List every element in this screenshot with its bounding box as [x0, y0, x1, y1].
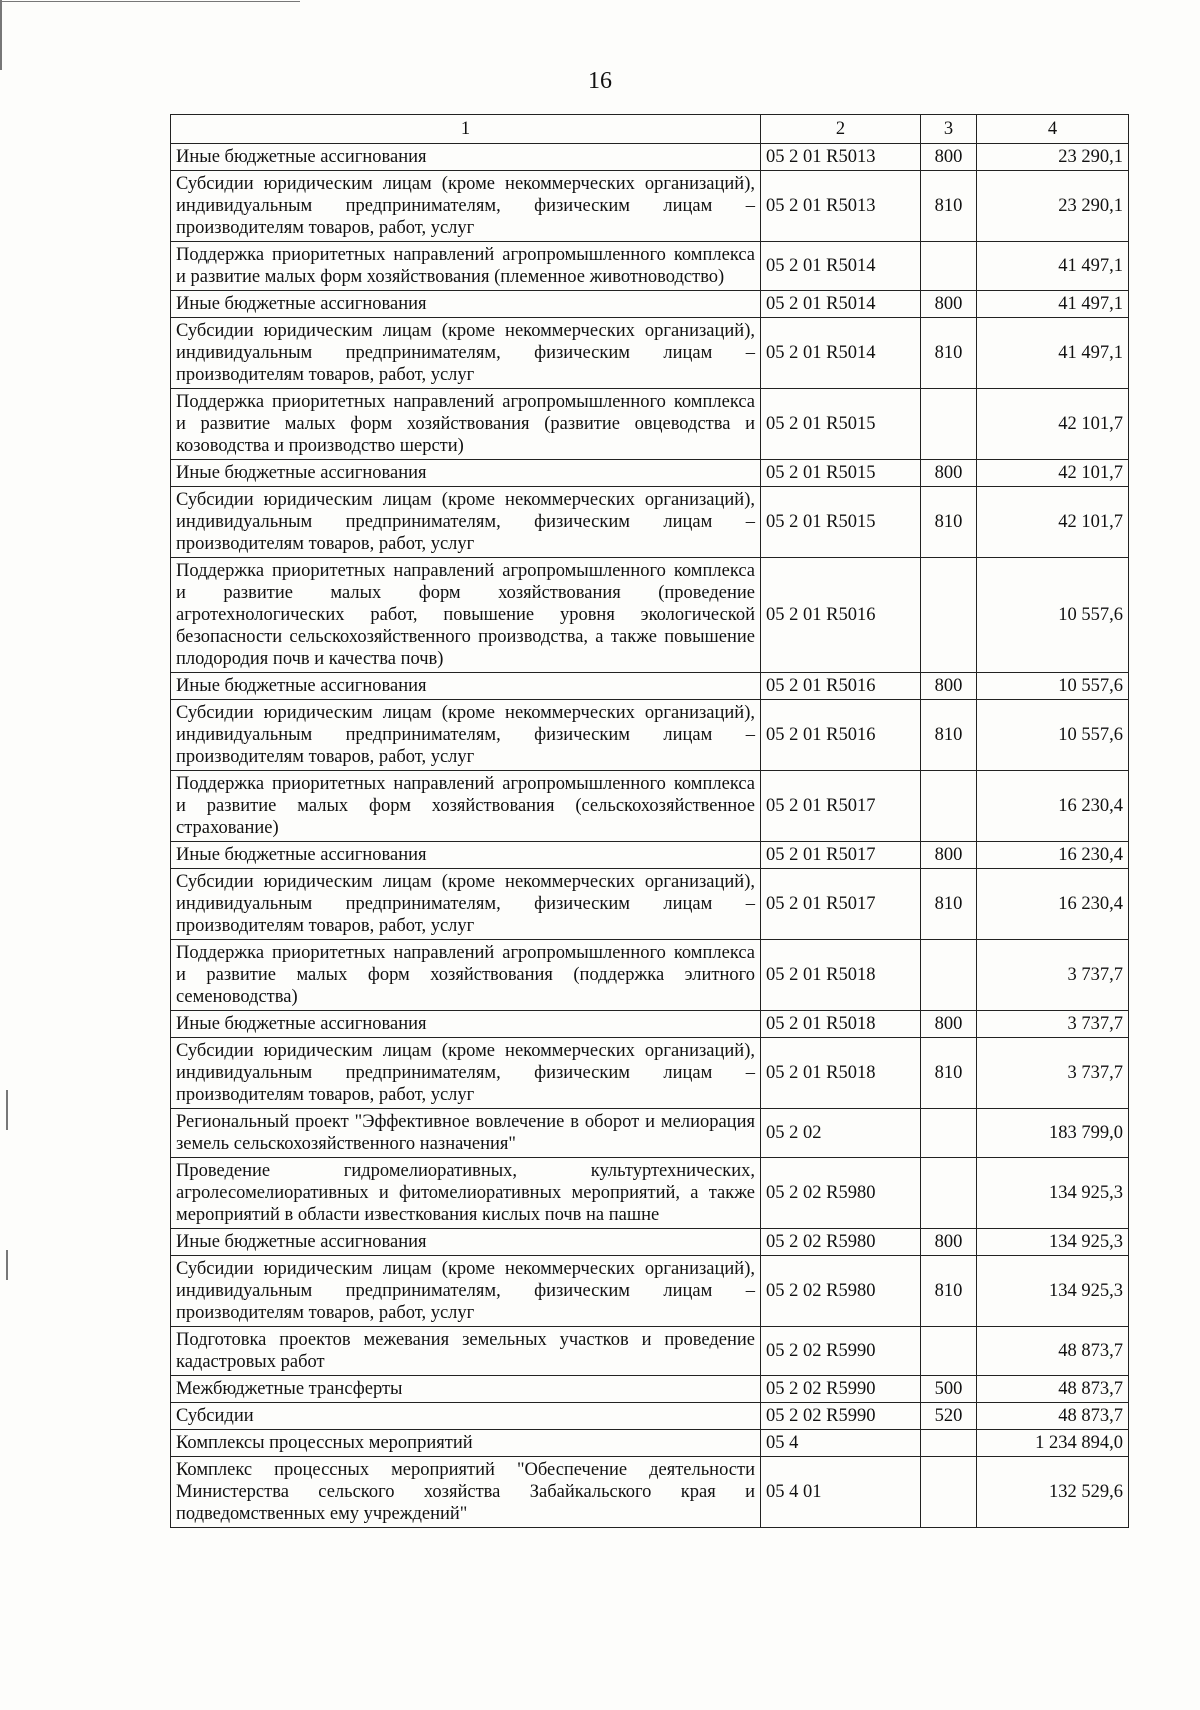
- row-code-cell: 05 2 01 R5016: [761, 700, 921, 771]
- row-amount-cell: 23 290,1: [977, 144, 1129, 171]
- row-code-cell: 05 2 01 R5018: [761, 1011, 921, 1038]
- row-name-cell: Субсидии юридическим лицам (кроме некоммерческих организаций), индивидуальным предпринимателям, физическим лицам – производителям товаров, работ, услуг: [171, 869, 761, 940]
- row-code-cell: 05 2 01 R5016: [761, 673, 921, 700]
- row-type-cell: [921, 940, 977, 1011]
- row-amount-cell: 16 230,4: [977, 842, 1129, 869]
- row-amount-cell: 132 529,6: [977, 1457, 1129, 1528]
- table-row: [171, 1229, 1129, 1256]
- row-code-cell: 05 2 02 R5980: [761, 1229, 921, 1256]
- table-row: [171, 673, 1129, 700]
- row-amount-cell: 41 497,1: [977, 318, 1129, 389]
- row-type-cell: 810: [921, 1256, 977, 1327]
- table-body: [171, 144, 1129, 1528]
- row-amount-cell: 16 230,4: [977, 869, 1129, 940]
- row-amount-cell: 16 230,4: [977, 771, 1129, 842]
- row-code-cell: 05 2 01 R5014: [761, 318, 921, 389]
- scan-edge-mark: [0, 1, 300, 2]
- row-type-cell: [921, 1109, 977, 1158]
- row-code-cell: 05 2 02 R5990: [761, 1327, 921, 1376]
- row-code-cell: 05 2 02 R5990: [761, 1376, 921, 1403]
- row-amount-cell: 3 737,7: [977, 1011, 1129, 1038]
- row-type-cell: [921, 771, 977, 842]
- row-name-cell: Иные бюджетные ассигнования: [171, 673, 761, 700]
- row-name-cell: Субсидии юридическим лицам (кроме некоммерческих организаций), индивидуальным предпринимателям, физическим лицам – производителям товаров, работ, услуг: [171, 1038, 761, 1109]
- row-type-cell: [921, 558, 977, 673]
- row-amount-cell: 42 101,7: [977, 487, 1129, 558]
- row-amount-cell: 41 497,1: [977, 242, 1129, 291]
- table-row: [171, 842, 1129, 869]
- table-row: [171, 318, 1129, 389]
- row-type-cell: 800: [921, 673, 977, 700]
- row-name-cell: Иные бюджетные ассигнования: [171, 291, 761, 318]
- row-name-cell: Поддержка приоритетных направлений агропромышленного комплекса и развитие малых форм хозяйствования (поддержка элитного семеноводства): [171, 940, 761, 1011]
- row-code-cell: 05 2 01 R5015: [761, 487, 921, 558]
- table-row: [171, 869, 1129, 940]
- row-type-cell: [921, 1158, 977, 1229]
- column-header: 1: [171, 115, 761, 144]
- row-type-cell: 810: [921, 487, 977, 558]
- row-amount-cell: 42 101,7: [977, 389, 1129, 460]
- row-name-cell: Субсидии юридическим лицам (кроме некоммерческих организаций), индивидуальным предпринимателям, физическим лицам – производителям товаров, работ, услуг: [171, 171, 761, 242]
- row-amount-cell: 10 557,6: [977, 700, 1129, 771]
- row-amount-cell: 42 101,7: [977, 460, 1129, 487]
- row-type-cell: 800: [921, 1229, 977, 1256]
- row-type-cell: 800: [921, 460, 977, 487]
- row-name-cell: Поддержка приоритетных направлений агропромышленного комплекса и развитие малых форм хозяйствования (развитие овцеводства и козоводства и производство шерсти): [171, 389, 761, 460]
- row-code-cell: 05 4 01: [761, 1457, 921, 1528]
- row-name-cell: Поддержка приоритетных направлений агропромышленного комплекса и развитие малых форм хозяйствования (сельскохозяйственное страхование): [171, 771, 761, 842]
- row-type-cell: 800: [921, 291, 977, 318]
- table-row: [171, 1403, 1129, 1430]
- row-code-cell: 05 2 02 R5980: [761, 1158, 921, 1229]
- row-code-cell: 05 2 01 R5013: [761, 144, 921, 171]
- table-row: [171, 487, 1129, 558]
- table-row: [171, 771, 1129, 842]
- row-type-cell: 800: [921, 144, 977, 171]
- row-name-cell: Иные бюджетные ассигнования: [171, 1011, 761, 1038]
- row-type-cell: [921, 1457, 977, 1528]
- table-row: [171, 389, 1129, 460]
- row-code-cell: 05 2 01 R5015: [761, 460, 921, 487]
- row-code-cell: 05 2 02 R5980: [761, 1256, 921, 1327]
- row-type-cell: 800: [921, 1011, 977, 1038]
- table-row: [171, 1327, 1129, 1376]
- row-amount-cell: 3 737,7: [977, 940, 1129, 1011]
- row-code-cell: 05 2 01 R5013: [761, 171, 921, 242]
- table-row: [171, 1457, 1129, 1528]
- row-name-cell: Региональный проект "Эффективное вовлечение в оборот и мелиорация земель сельскохозяйственного назначения": [171, 1109, 761, 1158]
- row-amount-cell: 134 925,3: [977, 1256, 1129, 1327]
- row-code-cell: 05 2 01 R5014: [761, 291, 921, 318]
- table-row: [171, 1038, 1129, 1109]
- row-name-cell: Иные бюджетные ассигнования: [171, 842, 761, 869]
- scan-edge-mark: [0, 0, 2, 70]
- row-type-cell: 810: [921, 318, 977, 389]
- row-code-cell: 05 2 01 R5018: [761, 940, 921, 1011]
- table-row: [171, 144, 1129, 171]
- row-name-cell: Иные бюджетные ассигнования: [171, 460, 761, 487]
- row-type-cell: 810: [921, 1038, 977, 1109]
- row-code-cell: 05 2 01 R5015: [761, 389, 921, 460]
- row-code-cell: 05 2 01 R5018: [761, 1038, 921, 1109]
- row-amount-cell: 1 234 894,0: [977, 1430, 1129, 1457]
- table-row: [171, 242, 1129, 291]
- row-type-cell: 810: [921, 700, 977, 771]
- scan-edge-mark: [6, 1090, 8, 1130]
- row-code-cell: 05 2 01 R5014: [761, 242, 921, 291]
- table-row: [171, 1256, 1129, 1327]
- table-row: [171, 1011, 1129, 1038]
- row-name-cell: Поддержка приоритетных направлений агропромышленного комплекса и развитие малых форм хозяйствования (племенное животноводство): [171, 242, 761, 291]
- row-amount-cell: 48 873,7: [977, 1403, 1129, 1430]
- page-number: 16: [588, 68, 612, 94]
- row-type-cell: [921, 389, 977, 460]
- row-type-cell: [921, 242, 977, 291]
- row-name-cell: Субсидии юридическим лицам (кроме некоммерческих организаций), индивидуальным предпринимателям, физическим лицам – производителям товаров, работ, услуг: [171, 487, 761, 558]
- table-row: [171, 1430, 1129, 1457]
- row-name-cell: Подготовка проектов межевания земельных участков и проведение кадастровых работ: [171, 1327, 761, 1376]
- row-amount-cell: 41 497,1: [977, 291, 1129, 318]
- row-name-cell: Проведение гидромелиоративных, культуртехнических, агролесомелиоративных и фитомелиоративных мероприятий, а также мероприятий в области известкования кислых почв на пашне: [171, 1158, 761, 1229]
- row-name-cell: Субсидии: [171, 1403, 761, 1430]
- table-row: [171, 558, 1129, 673]
- row-amount-cell: 23 290,1: [977, 171, 1129, 242]
- table-row: [171, 1109, 1129, 1158]
- row-amount-cell: 134 925,3: [977, 1229, 1129, 1256]
- row-amount-cell: 48 873,7: [977, 1376, 1129, 1403]
- table-row: [171, 700, 1129, 771]
- row-amount-cell: 10 557,6: [977, 673, 1129, 700]
- row-code-cell: 05 2 01 R5017: [761, 842, 921, 869]
- row-name-cell: Иные бюджетные ассигнования: [171, 144, 761, 171]
- row-amount-cell: 183 799,0: [977, 1109, 1129, 1158]
- row-type-cell: 810: [921, 869, 977, 940]
- row-name-cell: Иные бюджетные ассигнования: [171, 1229, 761, 1256]
- row-name-cell: Поддержка приоритетных направлений агропромышленного комплекса и развитие малых форм хозяйствования (проведение агротехнологических работ, повышение уровня экологической безопасности сельскохозяйственного производства, а также повышение плодородия почв и качества почв): [171, 558, 761, 673]
- column-header: 2: [761, 115, 921, 144]
- row-code-cell: 05 2 01 R5016: [761, 558, 921, 673]
- table-row: [171, 460, 1129, 487]
- row-type-cell: 800: [921, 842, 977, 869]
- column-header: 4: [977, 115, 1129, 144]
- budget-table: [170, 114, 1129, 1528]
- row-type-cell: 520: [921, 1403, 977, 1430]
- row-amount-cell: 134 925,3: [977, 1158, 1129, 1229]
- table-row: [171, 1158, 1129, 1229]
- row-amount-cell: 10 557,6: [977, 558, 1129, 673]
- row-name-cell: Субсидии юридическим лицам (кроме некоммерческих организаций), индивидуальным предпринимателям, физическим лицам – производителям товаров, работ, услуг: [171, 318, 761, 389]
- table-header-row: [171, 115, 1129, 144]
- table-row: [171, 291, 1129, 318]
- row-code-cell: 05 2 01 R5017: [761, 771, 921, 842]
- row-type-cell: 500: [921, 1376, 977, 1403]
- row-name-cell: Субсидии юридическим лицам (кроме некоммерческих организаций), индивидуальным предпринимателям, физическим лицам – производителям товаров, работ, услуг: [171, 1256, 761, 1327]
- row-amount-cell: 48 873,7: [977, 1327, 1129, 1376]
- row-name-cell: Межбюджетные трансферты: [171, 1376, 761, 1403]
- scan-edge-mark: [6, 1250, 8, 1280]
- row-name-cell: Комплексы процессных мероприятий: [171, 1430, 761, 1457]
- row-type-cell: [921, 1327, 977, 1376]
- row-type-cell: 810: [921, 171, 977, 242]
- table-row: [171, 171, 1129, 242]
- row-name-cell: Комплекс процессных мероприятий "Обеспечение деятельности Министерства сельского хозяйства Забайкальского края и подведомственных ему учреждений": [171, 1457, 761, 1528]
- row-code-cell: 05 2 01 R5017: [761, 869, 921, 940]
- row-code-cell: 05 2 02: [761, 1109, 921, 1158]
- column-header: 3: [921, 115, 977, 144]
- row-code-cell: 05 2 02 R5990: [761, 1403, 921, 1430]
- row-type-cell: [921, 1430, 977, 1457]
- table-row: [171, 1376, 1129, 1403]
- table-row: [171, 940, 1129, 1011]
- row-code-cell: 05 4: [761, 1430, 921, 1457]
- row-amount-cell: 3 737,7: [977, 1038, 1129, 1109]
- row-name-cell: Субсидии юридическим лицам (кроме некоммерческих организаций), индивидуальным предпринимателям, физическим лицам – производителям товаров, работ, услуг: [171, 700, 761, 771]
